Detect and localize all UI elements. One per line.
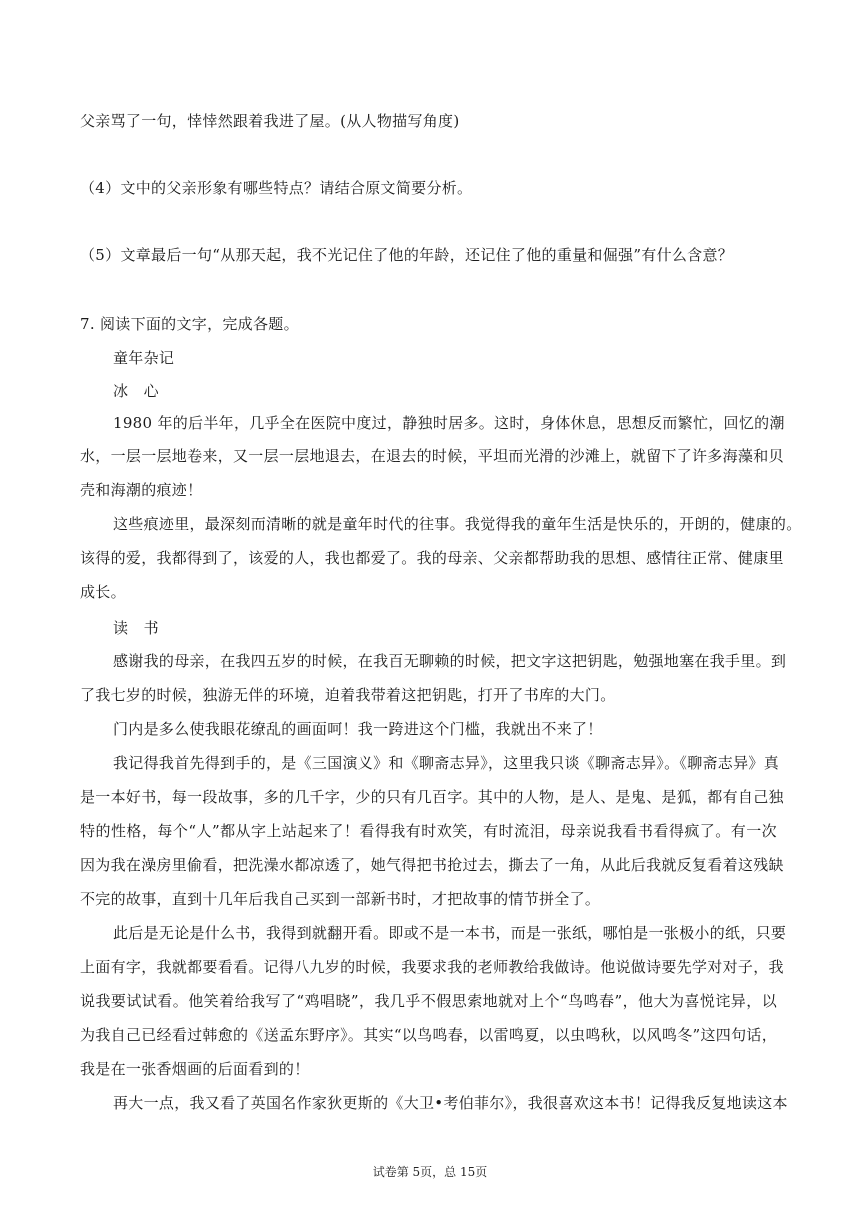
question-6-tail: 父亲骂了一句，悻悻然跟着我进了屋。(从人物描写角度) xyxy=(80,112,460,130)
article-title: 童年杂记 xyxy=(113,349,175,367)
paragraph-line: 因为我在澡房里偷看，把洗澡水都凉透了，她气得把书抢过去，撕去了一角，从此后我就反复看着这残缺 xyxy=(80,856,784,874)
paragraph-line: 此后是无论是什么书，我得到就翻开看。即或不是一本书，而是一张纸，哪怕是一张极小的纸，只要 xyxy=(113,924,787,942)
article-author: 冰 心 xyxy=(113,382,159,400)
paragraph-line: 特的性格，每个“人”都从字上站起来了！看得我有时欢笑，有时流泪，母亲说我看书看得疯了。有一次 xyxy=(80,822,777,840)
paragraph-line: 上面有字，我就都要看看。记得八九岁的时候，我要求我的老师教给我做诗。他说做诗要先学对对子，我 xyxy=(80,958,784,976)
paragraph-line: 不完的故事，直到十几年后我自己买到一部新书时，才把故事的情节拼全了。 xyxy=(80,890,601,908)
paragraph-line: 这些痕迹里，最深刻而清晰的就是童年时代的往事。我觉得我的童年生活是快乐的，开朗的，健康的。 xyxy=(113,515,802,533)
paragraph-line: 壳和海潮的痕迹！ xyxy=(80,481,203,499)
paragraph-line: 感谢我的母亲，在我四五岁的时候，在我百无聊赖的时候，把文字这把钥匙，勉强地塞在我手里。到 xyxy=(113,652,787,670)
paragraph-line: 水，一层一层地卷来，又一层一层地退去，在退去的时候，平坦而光滑的沙滩上，就留下了许多海藻和贝 xyxy=(80,447,784,465)
question-5: （5）文章最后一句“从那天起，我不光记住了他的年龄，还记住了他的重量和倔强”有什么含意？ xyxy=(80,246,734,264)
paragraph-line: 为我自己已经看过韩愈的《送孟东野序》。其实“以鸟鸣春，以雷鸣夏，以虫鸣秋，以风鸣冬”这四句话， xyxy=(80,1026,777,1044)
paragraph-line: 说我要试试看。他笑着给我写了“鸡唱晓”，我几乎不假思索地就对上个“鸟鸣春”，他大为喜悦诧异，以 xyxy=(80,992,777,1010)
paragraph-line: 了我七岁的时候，独游无伴的环境，迫着我带着这把钥匙，打开了书库的大门。 xyxy=(80,686,616,704)
section-heading: 读 书 xyxy=(113,619,159,637)
paragraph-line: 我是在一张香烟画的后面看到的！ xyxy=(80,1060,310,1078)
question-7-heading: 7. 阅读下面的文字，完成各题。 xyxy=(80,315,299,333)
page-footer: 试卷第 5页，总 15页 xyxy=(372,1165,488,1179)
paragraph-line: 是一本好书，每一段故事，多的几千字，少的只有几百字。其中的人物，是人、是鬼、是狐，都有自己独 xyxy=(80,788,784,806)
paragraph-line: 门内是多么使我眼花缭乱的画面呵！我一跨进这个门槛，我就出不来了！ xyxy=(113,720,603,738)
question-4: （4）文中的父亲形象有哪些特点？请结合原文简要分析。 xyxy=(80,179,473,197)
paragraph-line: 1980 年的后半年，几乎全在医院中度过，静独时居多。这时，身体休息，思想反而繁忙，回忆的潮 xyxy=(113,414,785,432)
paragraph-line: 再大一点，我又看了英国名作家狄更斯的《大卫•考伯菲尔》，我很喜欢这本书！记得我反复地读这本 xyxy=(113,1094,788,1112)
paragraph-line: 我记得我首先得到手的，是《三国演义》和《聊斋志异》，这里我只谈《聊斋志异》。《聊斋志异》真 xyxy=(113,754,780,772)
paragraph-line: 该得的爱，我都得到了，该爱的人，我也都爱了。我的母亲、父亲都帮助我的思想、感情往正常、健康里 xyxy=(80,549,784,567)
paragraph-line: 成长。 xyxy=(80,583,126,601)
